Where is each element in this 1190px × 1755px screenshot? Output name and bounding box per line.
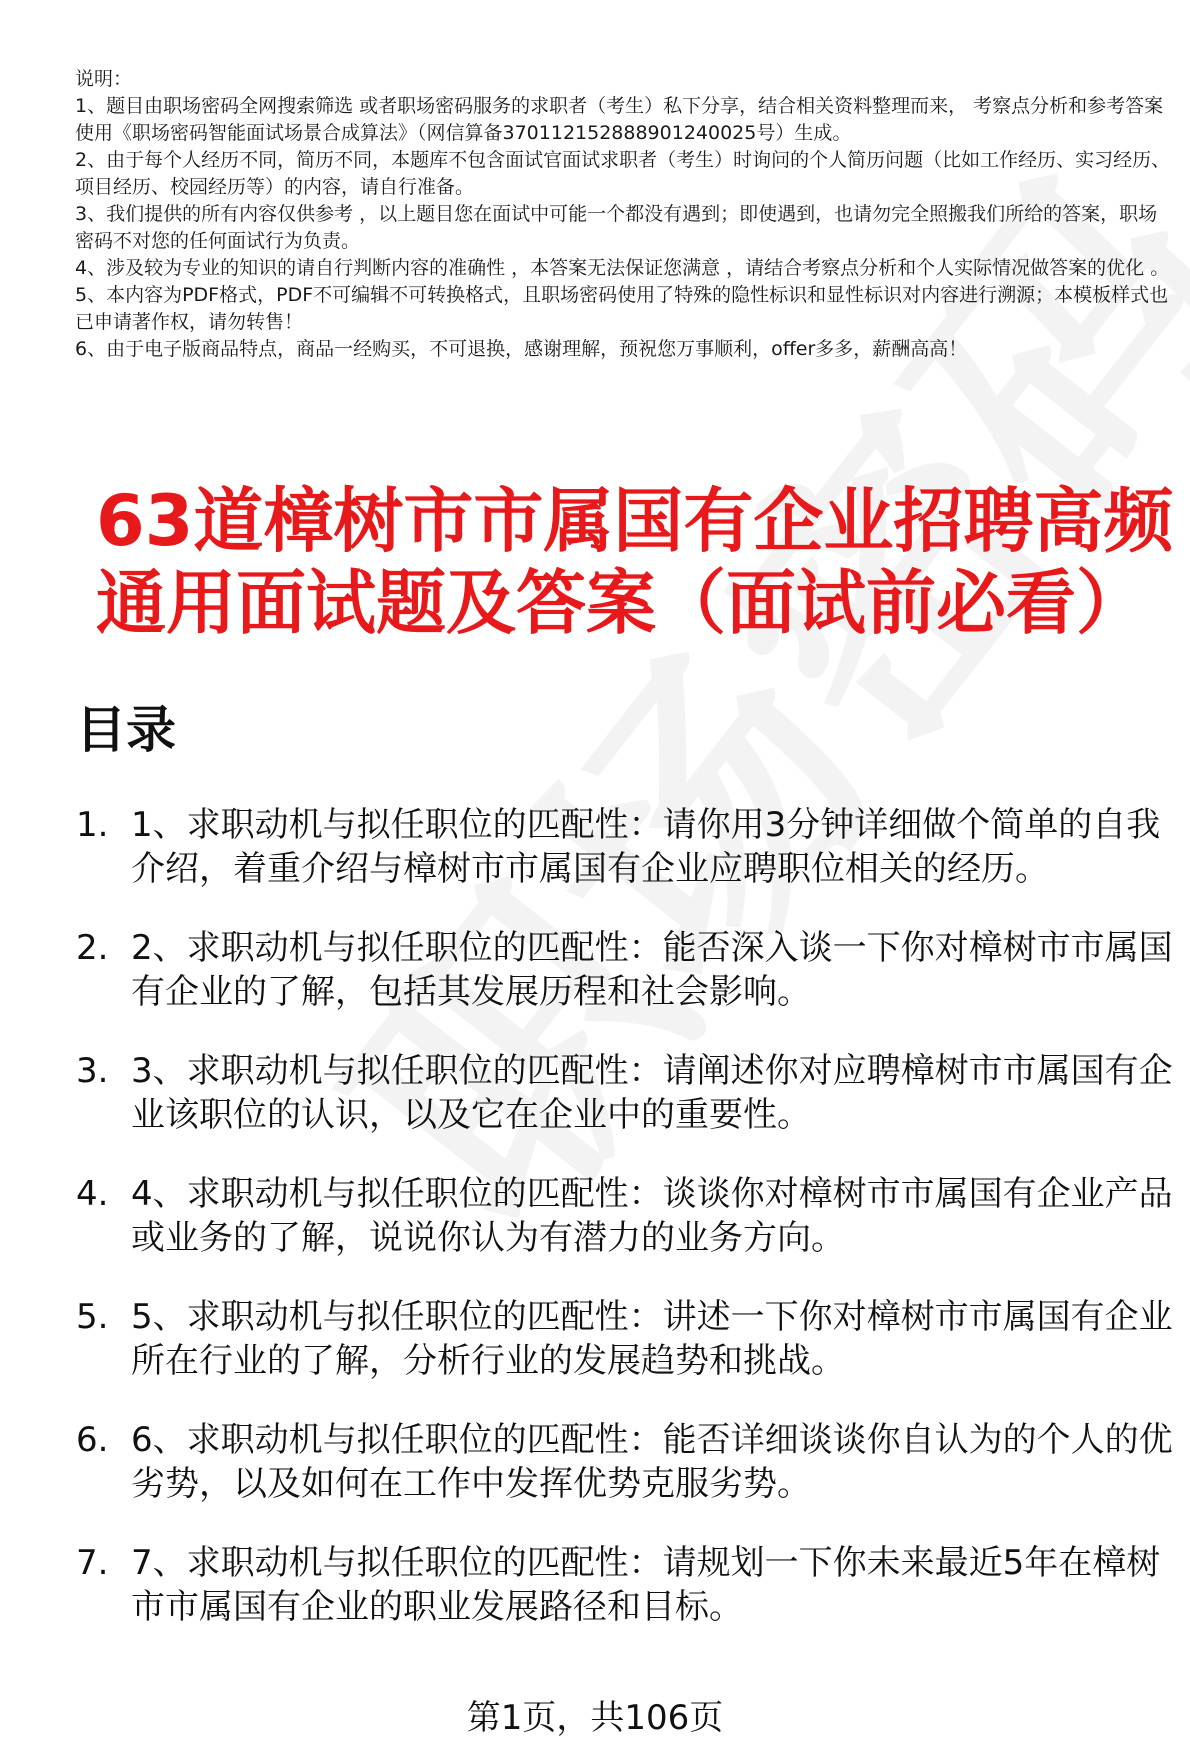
- toc-item-text: 1、求职动机与拟任职位的匹配性：请你用3分钟详细做个简单的自我介绍，着重介绍与樟树市市属国有企业应聘职位相关的经历。: [131, 805, 1161, 889]
- toc-item-text: 2、求职动机与拟任职位的匹配性：能否深入谈一下你对樟树市市属国有企业的了解，包括其发展历程和社会影响。: [131, 928, 1173, 1012]
- toc-item-number: 3.: [76, 1051, 109, 1091]
- toc-item[interactable]: [76, 803, 1186, 891]
- toc-item[interactable]: [76, 1541, 1186, 1629]
- note-item: 2、由于每个人经历不同，简历不同，本题库不包含面试官面试求职者（考生）时询问的个人简历问题（比如工作经历、实习经历、项目经历、校园经历等）的内容，请自行准备。: [75, 149, 1171, 198]
- toc-item[interactable]: [76, 1418, 1186, 1506]
- toc-item-number: 7.: [76, 1543, 109, 1583]
- note-item: 6、由于电子版商品特点，商品一经购买，不可退换，感谢理解，预祝您万事顺利，offer多多，薪酬高高！: [75, 338, 968, 360]
- toc-item-number: 2.: [76, 928, 109, 968]
- toc-item-text: 3、求职动机与拟任职位的匹配性：请阐述你对应聘樟树市市属国有企业该职位的认识，以及它在企业中的重要性。: [131, 1051, 1173, 1135]
- toc-item-text: 6、求职动机与拟任职位的匹配性：能否详细谈谈你自认为的个人的优劣势，以及如何在工作中发挥优势克服劣势。: [131, 1420, 1173, 1504]
- toc-item-number: 6.: [76, 1420, 109, 1460]
- note-item: 3、我们提供的所有内容仅供参考 ，以上题目您在面试中可能一个都没有遇到；即使遇到，也请勿完全照搬我们所给的答案，职场密码不对您的任何面试行为负责。: [75, 203, 1158, 252]
- note-item: 5、本内容为PDF格式，PDF不可编辑不可转换格式，且职场密码使用了特殊的隐性标识和显性标识对内容进行溯源；本模板样式也已申请著作权，请勿转售！: [75, 284, 1169, 333]
- toc-item[interactable]: [76, 1172, 1186, 1260]
- toc-item-number: 4.: [76, 1174, 109, 1214]
- toc-item-text: 7、求职动机与拟任职位的匹配性：请规划一下你未来最近5年在樟树市市属国有企业的职业发展路径和目标。: [131, 1543, 1161, 1627]
- toc-item-text: 5、求职动机与拟任职位的匹配性：讲述一下你对樟树市市属国有企业所在行业的了解，分析行业的发展趋势和挑战。: [131, 1297, 1173, 1381]
- notes-heading: 说明：: [75, 68, 133, 90]
- toc-item-number: 5.: [76, 1297, 109, 1337]
- toc-item[interactable]: [76, 926, 1186, 1014]
- toc-item-number: 1.: [76, 805, 109, 845]
- toc-heading: 目录: [76, 701, 176, 759]
- note-item: 1、题目由职场密码全网搜索筛选 或者职场密码服务的求职者（考生）私下分享，结合相关资料整理而来， 考察点分析和参考答案使用《职场密码智能面试场景合成算法》（网信算备370112152888901240025号）生成。: [75, 95, 1164, 144]
- toc-item[interactable]: [76, 1295, 1186, 1383]
- document-title: 63道樟树市市属国有企业招聘高频通用面试题及答案（面试前必看）: [96, 480, 1174, 644]
- note-item: 4、涉及较为专业的知识的请自行判断内容的准确性 ，本答案无法保证您满意 ，请结合考察点分析和个人实际情况做答案的优化 。: [75, 257, 1170, 279]
- disclaimer-notes: [75, 66, 1175, 363]
- toc-item-text: 4、求职动机与拟任职位的匹配性：谈谈你对樟树市市属国有企业产品或业务的了解，说说你认为有潜力的业务方向。: [131, 1174, 1173, 1258]
- toc-item[interactable]: [76, 1049, 1186, 1137]
- table-of-contents: [76, 803, 1186, 1664]
- page-number: 第1页，共106页: [466, 1698, 724, 1738]
